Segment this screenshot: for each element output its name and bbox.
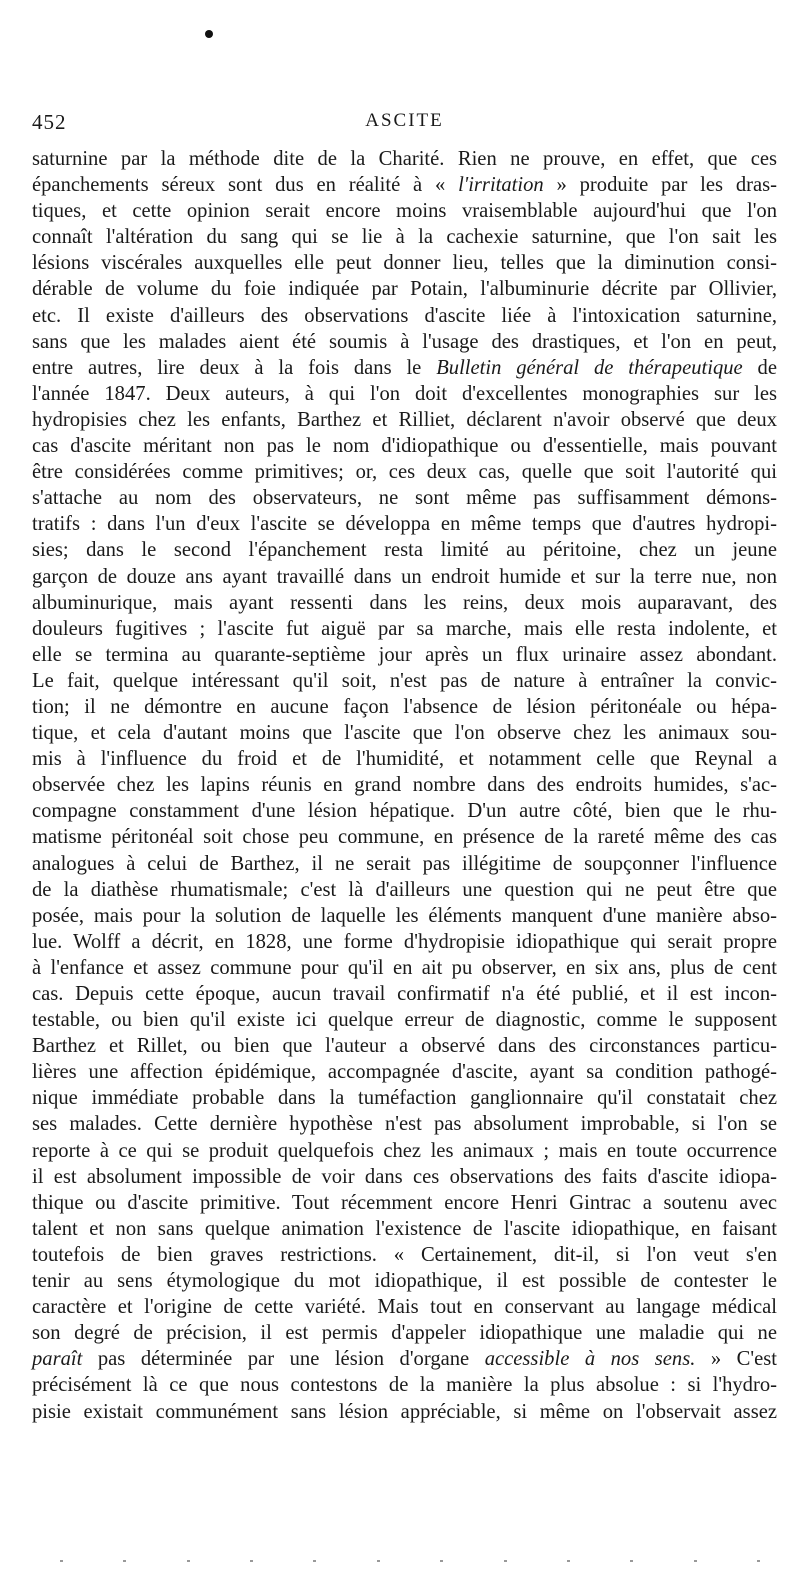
scan-mark <box>694 1560 697 1562</box>
scan-mark <box>377 1560 380 1562</box>
text-line <box>32 564 777 590</box>
text-line <box>32 877 777 903</box>
text-segment: être considérées comme primitives; or, ces deux cas, quelle que soit l'autorité qui <box>32 461 777 484</box>
text-segment: talent et non sans quelque animation l'existence de l'ascite idiopathique, en faisant <box>32 1217 777 1240</box>
text-line <box>32 903 777 929</box>
text-segment: pas déterminée par une lésion d'organe <box>82 1348 485 1371</box>
text-line <box>32 1190 777 1216</box>
text-line <box>32 511 777 537</box>
text-line <box>32 1138 777 1164</box>
running-title: ASCITE <box>365 110 444 131</box>
text-segment: connaît l'altération du sang qui se lie à la cachexie saturnine, que l'on sait les <box>32 226 777 249</box>
text-line <box>32 355 777 381</box>
text-segment: tion; il ne démontre en aucune façon l'absence de lésion péritonéale ou hépa- <box>32 695 777 718</box>
text-segment: tratifs : dans l'un d'eux l'ascite se développa en même temps que d'autres hydropi- <box>32 513 777 536</box>
text-line <box>32 224 777 250</box>
text-segment: garçon de douze ans ayant travaillé dans un endroit humide et sur la terre nue, non <box>32 565 777 588</box>
text-line <box>32 303 777 329</box>
text-line <box>32 824 777 850</box>
text-segment: saturnine par la méthode dite de la Charité. Rien ne prouve, en effet, que ces <box>32 148 777 170</box>
text-segment: posée, mais pour la solution de laquelle les éléments manquent d'une manière abso- <box>32 904 777 927</box>
text-segment: il est absolument impossible de voir dans ces observations des faits d'ascite idiopa- <box>32 1165 777 1188</box>
text-line <box>32 1085 777 1111</box>
scan-mark <box>440 1560 443 1562</box>
page-header <box>32 110 777 140</box>
text-line <box>32 1294 777 1320</box>
italic-text: Bulletin général de thérapeutique <box>436 356 743 379</box>
text-segment: son degré de précision, il est permis d'appeler idiopathique une maladie qui ne <box>32 1322 777 1345</box>
scan-mark <box>60 1560 63 1562</box>
text-line <box>32 459 777 485</box>
text-segment: albuminurique, mais ayant ressenti dans les reins, deux mois auparavant, des <box>32 591 777 614</box>
text-segment: nique immédiate probable dans la tuméfaction ganglionnaire qu'il constatait chez <box>32 1087 777 1110</box>
text-line <box>32 746 777 772</box>
text-line <box>32 1033 777 1059</box>
scan-mark <box>504 1560 507 1562</box>
text-segment: à l'enfance et assez commune pour qu'il en ait pu observer, en six ans, plus de cent <box>32 956 777 979</box>
scan-mark <box>250 1560 253 1562</box>
text-segment: épanchements séreux sont dus en réalité à « <box>32 174 459 197</box>
text-line <box>32 798 777 824</box>
text-segment: compagne constamment d'une lésion hépatique. D'un autre côté, bien que le rhu- <box>32 800 777 823</box>
text-line <box>32 642 777 668</box>
text-segment: de <box>742 356 777 379</box>
text-segment: tique, et cela d'autant moins que l'ascite que l'on observe chez les animaux sou- <box>32 722 777 745</box>
text-line <box>32 1399 777 1425</box>
text-line <box>32 172 777 198</box>
text-segment: précisément là ce que nous contestons de la manière la plus absolue : si l'hydro- <box>32 1374 777 1397</box>
text-segment: tenir au sens étymologique du mot idiopathique, il est possible de contester le <box>32 1270 777 1293</box>
text-line <box>32 1007 777 1033</box>
text-line <box>32 772 777 798</box>
scan-mark <box>313 1560 316 1562</box>
text-segment: reporte à ce qui se produit quelquefois chez les animaux ; mais en toute occurrence <box>32 1139 777 1162</box>
text-line <box>32 537 777 563</box>
text-line <box>32 981 777 1007</box>
text-line <box>32 329 777 355</box>
text-segment: l'année 1847. Deux auteurs, à qui l'on doit d'excellentes monographies sur les <box>32 382 777 405</box>
text-segment: lières une affection épidémique, accompagnée d'ascite, ayant sa condition pathogé- <box>32 1061 777 1084</box>
text-segment: thique ou d'ascite primitive. Tout récemment encore Henri Gintrac a soutenu avec <box>32 1191 777 1214</box>
text-segment: toutefois de bien graves restrictions. « Certainement, dit-il, si l'on veut s'en <box>32 1243 777 1266</box>
text-line <box>32 433 777 459</box>
text-line <box>32 720 777 746</box>
text-segment: » C'est <box>695 1348 778 1371</box>
text-segment: matisme péritonéal soit chose peu commune, en présence de la rareté même des cas <box>32 826 777 849</box>
text-line <box>32 590 777 616</box>
text-segment: lésions viscérales auxquelles elle peut donner lieu, telles que la diminution consi- <box>32 252 777 275</box>
text-segment: s'attache au nom des observateurs, ne sont même pas suffisamment démons- <box>32 487 777 510</box>
scan-mark <box>630 1560 633 1562</box>
text-segment: sies; dans le second l'épanchement resta limité au péritoine, chez un jeune <box>32 539 777 562</box>
text-segment: de la diathèse rhumatismale; c'est là d'ailleurs une question qui ne peut être que <box>32 878 777 901</box>
text-line <box>32 955 777 981</box>
text-line <box>32 1216 777 1242</box>
scan-mark <box>567 1560 570 1562</box>
text-line <box>32 1268 777 1294</box>
text-line <box>32 694 777 720</box>
text-segment: entre autres, lire deux à la fois dans le <box>32 356 437 379</box>
text-segment: testable, ou bien qu'il existe ici quelque erreur de diagnostic, comme le supposent <box>32 1009 777 1032</box>
text-segment: observée chez les lapins réunis en grand nombre dans des endroits humides, s'ac- <box>32 774 777 797</box>
italic-text: paraît <box>32 1348 83 1371</box>
text-segment: cas d'ascite méritant non pas le nom d'idiopathique ou d'essentielle, mais pouvant <box>32 435 777 458</box>
text-line <box>32 485 777 511</box>
text-segment: cas. Depuis cette époque, aucun travail confirmatif n'a été publié, et il est incon- <box>32 983 777 1005</box>
text-segment: Barthez et Rillet, ou bien que l'auteur a observé dans des circonstances particu- <box>32 1035 777 1058</box>
text-line <box>32 929 777 955</box>
text-line <box>32 276 777 302</box>
text-line <box>32 1346 777 1372</box>
text-segment: caractère et l'origine de cette variété. Mais tout en conservant au langage médical <box>32 1296 777 1319</box>
italic-text: accessible à nos sens. <box>484 1348 696 1371</box>
ink-dot <box>205 30 213 38</box>
text-segment: etc. Il existe d'ailleurs des observations d'ascite liée à l'intoxication saturnine, <box>32 304 777 327</box>
text-line <box>32 851 777 877</box>
text-segment: hydropisies chez les enfants, Barthez et Rilliet, déclarent n'avoir observé que deux <box>32 408 777 431</box>
text-segment: pisie existait communément sans lésion appréciable, si même on l'observait assez <box>32 1400 777 1423</box>
text-segment: analogues à celui de Barthez, il ne serait pas illégitime de soupçonner l'influence <box>32 852 777 875</box>
text-segment: Le fait, quelque intéressant qu'il soit, n'est pas de nature à entraîner la convic- <box>32 669 777 692</box>
text-line <box>32 198 777 224</box>
text-segment: lue. Wolff a décrit, en 1828, une forme d'hydropisie idiopathique qui serait propre <box>32 930 777 953</box>
text-line <box>32 407 777 433</box>
text-line <box>32 1372 777 1398</box>
text-line <box>32 1111 777 1137</box>
footer-scan-marks <box>60 1560 760 1566</box>
body-text <box>32 146 777 1425</box>
scan-mark <box>123 1560 126 1562</box>
text-segment: tiques, et cette opinion serait encore moins vraisemblable aujourd'hui que l'on <box>32 200 777 223</box>
text-segment: ses malades. Cette dernière hypothèse n'est pas absolument improbable, si l'on se <box>32 1113 777 1136</box>
text-segment: sans que les malades aient été soumis à l'usage des drastiques, et l'on en peut, <box>32 330 777 353</box>
text-line <box>32 616 777 642</box>
page-number: 452 <box>32 110 67 134</box>
text-segment: dérable de volume du foie indiquée par Potain, l'albuminurie décrite par Ollivier, <box>32 278 777 301</box>
text-segment: » produite par les dras- <box>543 174 777 197</box>
text-line <box>32 250 777 276</box>
text-segment: elle se termina au quarante-septième jour après un flux urinaire assez abondant. <box>32 643 777 666</box>
scan-mark <box>187 1560 190 1562</box>
text-segment: mis à l'influence du froid et de l'humidité, et notamment celle que Reynal a <box>32 748 777 771</box>
scan-mark <box>757 1560 760 1562</box>
text-line <box>32 668 777 694</box>
italic-text: l'irritation <box>458 174 544 197</box>
text-line <box>32 1242 777 1268</box>
text-line <box>32 146 777 172</box>
text-line <box>32 1059 777 1085</box>
text-line <box>32 1164 777 1190</box>
text-segment: douleurs fugitives ; l'ascite fut aiguë par sa marche, mais elle resta indolente, et <box>32 617 777 640</box>
text-line <box>32 1320 777 1346</box>
text-line <box>32 381 777 407</box>
